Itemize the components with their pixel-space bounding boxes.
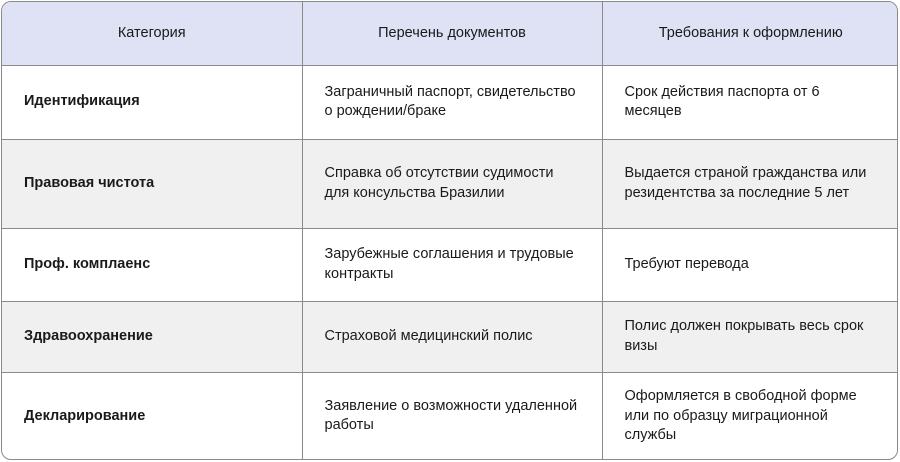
cell-requirements: Выдается страной гражданства или резидентства за последние 5 лет [602,139,898,228]
table-row [2,372,898,460]
cell-documents: Заявление о возможности удаленной работы [302,372,602,460]
cell-requirements: Полис должен покрывать весь срок визы [602,301,898,372]
table-row [2,228,898,301]
cell-documents: Зарубежные соглашения и трудовые контракты [302,228,602,301]
cell-documents: Справка об отсутствии судимости для консульства Бразилии [302,139,602,228]
header-category: Категория [2,2,302,65]
cell-category: Правовая чистота [2,139,302,228]
cell-category: Идентификация [2,65,302,139]
cell-documents: Страховой медицинский полис [302,301,602,372]
cell-requirements: Требуют перевода [602,228,898,301]
cell-documents: Заграничный паспорт, свидетельство о рождении/браке [302,65,602,139]
header-requirements: Требования к оформлению [602,2,898,65]
cell-requirements: Оформляется в свободной форме или по образцу миграционной службы [624,388,857,443]
header-documents: Перечень документов [302,2,602,65]
table-row [2,139,898,228]
documents-table [1,1,898,460]
table-row [2,65,898,139]
cell-requirements: Срок действия паспорта от 6 месяцев [602,65,898,139]
documents-table-grid [2,2,898,460]
cell-category: Проф. комплаенс [2,228,302,301]
table-row [2,301,898,372]
table-header-row [2,2,898,65]
cell-category: Декларирование [2,372,302,460]
cell-category: Здравоохранение [2,301,302,372]
